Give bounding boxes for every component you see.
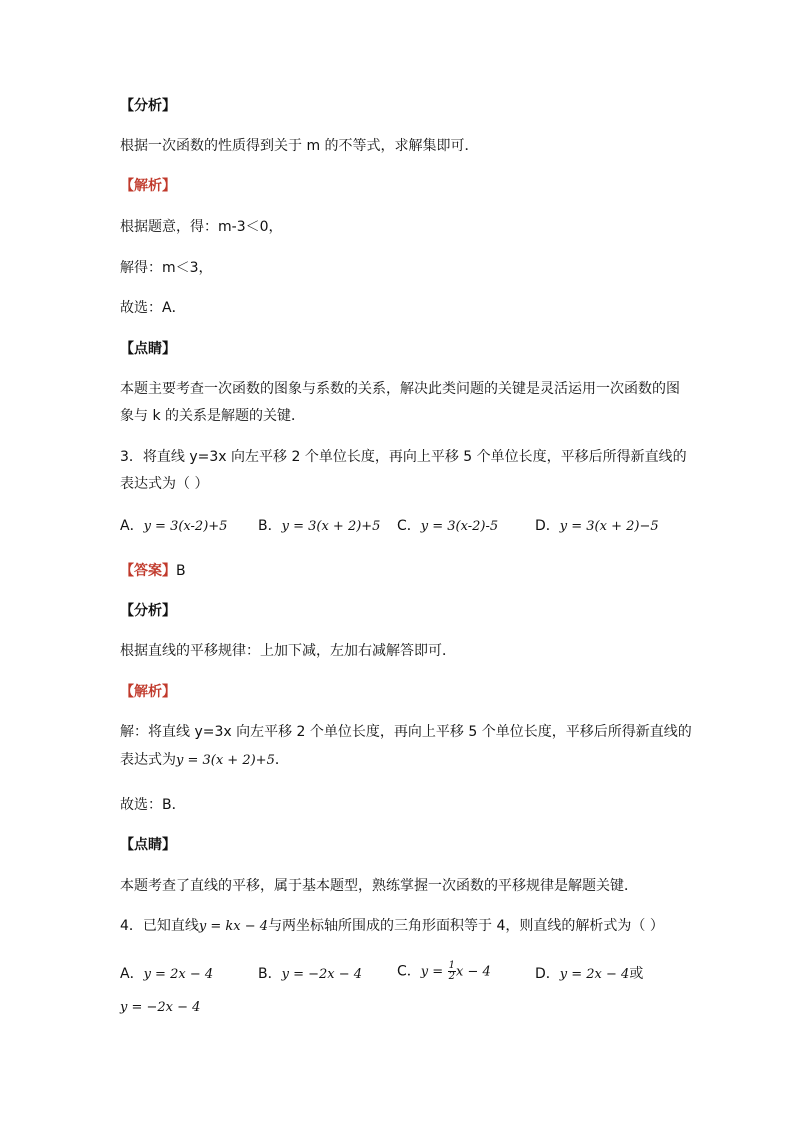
solution-heading: 【解析】 [120,178,176,194]
q4-option-a: A．y = 2x − 4 [120,966,214,982]
q3-analysis-heading: 【分析】 [120,603,176,619]
q4-stem: 4．已知直线y = kx − 4与两坐标轴所围成的三角形面积等于 4，则直线的解析式为（ ） [120,918,664,934]
q4-option-d-continued: y = −2x − 4 [120,1000,201,1015]
q3-option-a: A．y = 3(x-2)+5 [120,518,228,534]
solution-line-1: 根据题意，得：m-3＜0， [120,219,283,235]
fraction-one-half: $\frac{1}{2}$ [448,960,455,982]
q3-choice-line: 故选：B． [120,797,186,813]
q3-comment-text: 本题考查了直线的平移，属于基本题型，熟练掌握一次函数的平移规律是解题关键． [120,878,638,894]
q3-solution-line-2: 表达式为y = 3(x + 2)+5． [120,752,289,768]
answer-value: B [176,563,186,579]
q3-answer [120,561,186,581]
q3-option-b: B．y = 3(x + 2)+5 [258,518,381,534]
q3-solution-heading: 【解析】 [120,684,176,700]
choice-line: 故选：A． [120,300,186,316]
comment-line-2: 象与 k 的关系是解题的关键． [120,408,306,424]
comment-line-1: 本题主要考查一次函数的图象与系数的关系，解决此类问题的关键是灵活运用一次函数的图 [120,381,680,397]
q3-option-c: C．y = 3(x-2)-5 [397,518,499,534]
q3-stem-line-1: 3．将直线 y=3x 向左平移 2 个单位长度，再向上平移 5 个单位长度，平移后所得新直线的 [120,449,687,465]
q4-option-b: B．y = −2x − 4 [258,966,363,982]
q3-comment-heading: 【点睛】 [120,837,176,853]
analysis-heading: 【分析】 [120,98,176,114]
q3-stem-line-2: 表达式为（ ） [120,476,209,492]
comment-heading: 【点睛】 [120,341,176,357]
solution-line-2: 解得：m＜3， [120,260,213,276]
q3-analysis-text: 根据直线的平移规律：上加下减，左加右减解答即可． [120,643,456,659]
q3-option-d: D．y = 3(x + 2)−5 [535,518,659,534]
analysis-text: 根据一次函数的性质得到关于 m 的不等式，求解集即可． [120,138,479,154]
answer-heading: 【答案】 [120,563,176,579]
q4-option-d: D．y = 2x − 4或 [535,966,644,982]
q4-option-c: C．y = $\frac{1}{2}$ x − 4 [397,960,491,982]
q3-solution-line-1: 解：将直线 y=3x 向左平移 2 个单位长度，再向上平移 5 个单位长度，平移后所得新直线的 [120,724,692,740]
